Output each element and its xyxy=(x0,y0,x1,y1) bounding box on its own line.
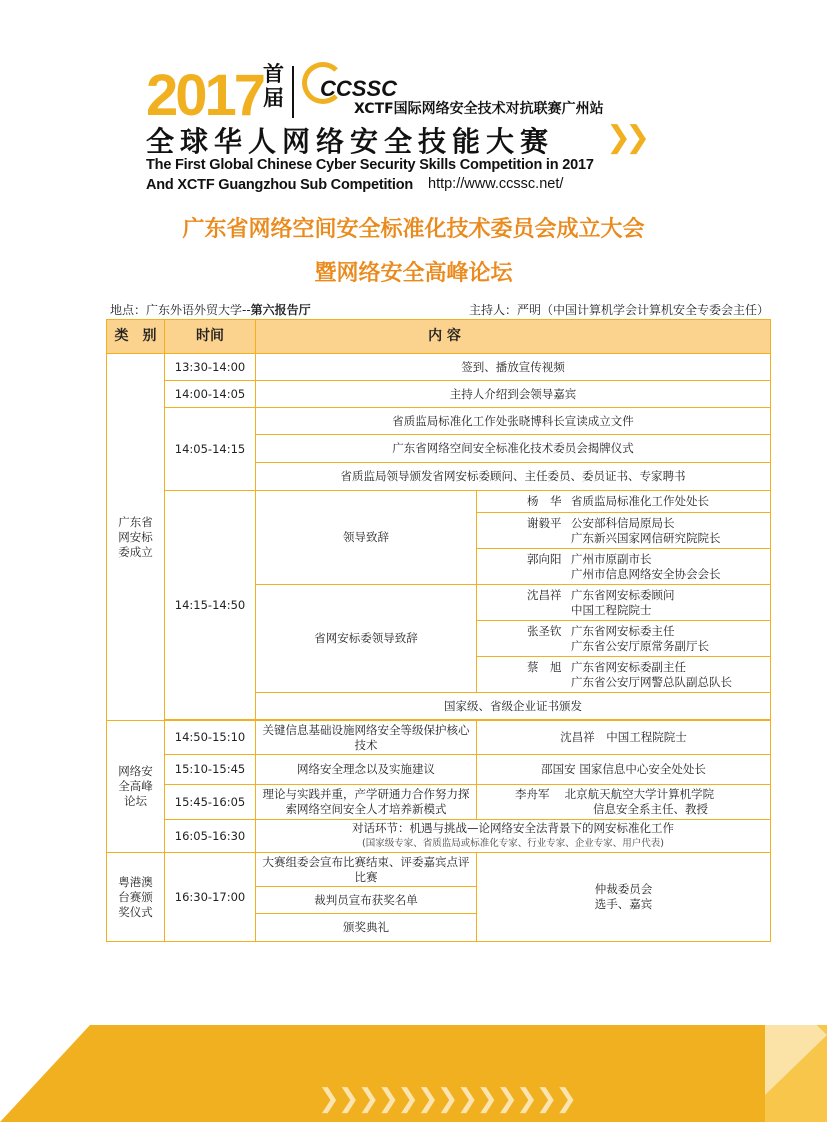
table-row xyxy=(107,820,771,853)
speaker-name: 谢毅平 xyxy=(527,515,562,530)
speaker-title-2: 中国工程院院士 xyxy=(571,602,652,617)
time-cell: 14:50-15:10 xyxy=(165,721,256,755)
table-row xyxy=(107,381,771,408)
content-cell: 领导致辞 xyxy=(256,491,477,585)
speaker-line2: 信息安全系主任、教授 xyxy=(593,802,708,816)
time-cell: 15:45-16:05 xyxy=(165,785,256,820)
category-cell: 网络安全高峰论坛 xyxy=(107,721,165,853)
speaker-cell: 仲裁委员会 选手、嘉宾 xyxy=(477,853,771,942)
logo-cn-title: 全球华人网络安全技能大赛 xyxy=(146,125,555,158)
content-cell: 广东省网络空间安全标准化技术委员会揭牌仪式 xyxy=(256,435,771,463)
speaker-title: 广东省网安标委顾问 xyxy=(571,587,675,602)
speaker-name: 郭向阳 xyxy=(527,551,562,566)
content-cell: 关键信息基础设施网络安全等级保护核心技术 xyxy=(256,721,477,755)
table-row xyxy=(107,853,771,887)
speaker-cell: 邵国安 国家信息中心安全处处长 xyxy=(477,755,771,785)
table-row xyxy=(107,354,771,381)
time-cell: 16:05-16:30 xyxy=(165,820,256,853)
logo-xctf: XCTF国际网络安全技术对抗联赛广州站 xyxy=(354,101,604,117)
logo-en-line1: The First Global Chinese Cyber Security Skills Competition in 2017 xyxy=(146,157,594,173)
speaker-name: 沈昌祥 xyxy=(527,587,562,602)
location-prefix: 地点：广东外语外贸大学-- xyxy=(110,303,251,317)
content-cell: 主持人介绍到会领导嘉宾 xyxy=(256,381,771,408)
schedule-table xyxy=(106,319,771,942)
category-cell: 广东省网安标委成立 xyxy=(107,354,165,721)
content-cell: 签到、播放宣传视频 xyxy=(256,354,771,381)
content-cell: 省质监局领导颁发省网安标委顾问、主任委员、委员证书、专家聘书 xyxy=(256,463,771,491)
content-cell: 网络安全理念以及实施建议 xyxy=(256,755,477,785)
content-cell: 裁判员宣布获奖名单 xyxy=(256,887,477,914)
speaker-title: 公安部科信局原局长 xyxy=(571,515,675,530)
speaker-title: 广东省网安标委副主任 xyxy=(571,659,686,674)
header-time: 时间 xyxy=(165,320,256,354)
logo-en-line2: And XCTF Guangzhou Sub Competition xyxy=(146,177,414,193)
speaker-cell xyxy=(477,621,771,657)
speaker-title-2: 广东新兴国家网信研究院院长 xyxy=(571,530,721,545)
time-cell: 14:00-14:05 xyxy=(165,381,256,408)
time-cell: 16:30-17:00 xyxy=(165,853,256,942)
header-content: 内 容 xyxy=(256,320,771,354)
speaker-name: 张圣钦 xyxy=(527,623,562,638)
speaker-title-2: 广州市信息网络安全协会会长 xyxy=(571,566,721,581)
table-row xyxy=(107,408,771,435)
dialogue-text: 对话环节：机遇与挑战—论网络安全法背景下的网安标准化工作 xyxy=(352,821,674,835)
category-cell: 粤港澳台赛颁奖仪式 xyxy=(107,853,165,942)
content-cell: 理论与实践并重，产学研通力合作努力探索网络空间安全人才培养新模式 xyxy=(256,785,477,820)
speaker-cell xyxy=(477,491,771,513)
table-header-row xyxy=(107,320,771,354)
speaker-title: 省质监局标准化工作处处长 xyxy=(571,494,709,508)
content-cell: 大赛组委会宣布比赛结束、评委嘉宾点评比赛 xyxy=(256,853,477,887)
speaker-cell xyxy=(477,549,771,585)
chevron-right-icon: ❯❯ xyxy=(606,120,645,155)
logo-year: 2017 xyxy=(146,63,264,128)
location xyxy=(110,301,311,318)
competition-logo xyxy=(146,60,666,200)
dialogue-note: (国家级专家、省质监局或标准化专家、行业专家、企业专家、用户代表) xyxy=(362,838,664,849)
content-cell xyxy=(256,820,771,853)
logo-first: 首届 xyxy=(263,62,284,110)
content-cell: 省网安标委领导致辞 xyxy=(256,585,477,693)
speaker-cell xyxy=(477,513,771,549)
time-cell: 14:05-14:15 xyxy=(165,408,256,491)
header-category: 类 别 xyxy=(107,320,165,354)
content-cell: 颁奖典礼 xyxy=(256,914,477,942)
time-cell: 14:15-14:50 xyxy=(165,491,256,720)
speaker-line1: 李舟军 北京航天航空大学计算机学院 xyxy=(515,787,715,801)
sub-title: 暨网络安全高峰论坛 xyxy=(314,261,513,286)
host: 主持人：严明（中国计算机学会计算机安全专委会主任） xyxy=(468,303,769,317)
speaker-cell xyxy=(477,657,771,693)
logo-divider xyxy=(292,66,294,118)
footer-chevrons-icon: ❯❯❯❯❯❯❯❯❯❯❯❯❯ xyxy=(318,1084,576,1114)
website-url: http://www.ccssc.net/ xyxy=(428,176,564,192)
table-row xyxy=(107,755,771,785)
content-cell: 国家级、省级企业证书颁发 xyxy=(256,693,771,720)
table-row xyxy=(107,491,771,513)
speaker-title: 广州市原副市长 xyxy=(571,551,652,566)
time-cell: 15:10-15:45 xyxy=(165,755,256,785)
speaker-cell xyxy=(477,785,771,820)
time-cell: 13:30-14:00 xyxy=(165,354,256,381)
speaker-title: 广东省网安标委主任 xyxy=(571,623,675,638)
table-row xyxy=(107,721,771,755)
speaker-cell: 沈昌祥 中国工程院院士 xyxy=(477,721,771,755)
logo-ccssc: CCSSC xyxy=(320,76,398,101)
main-title: 广东省网络空间安全标准化技术委员会成立大会 xyxy=(182,217,645,242)
speaker-name: 杨 华 xyxy=(527,494,562,508)
speaker-cell xyxy=(477,585,771,621)
speaker-name: 蔡 旭 xyxy=(527,659,562,674)
speaker-title-2: 广东省公安厅原常务副厅长 xyxy=(571,638,709,653)
content-cell: 省质监局标准化工作处张晓博科长宣读成立文件 xyxy=(256,408,771,435)
speaker-title-2: 广东省公安厅网警总队副总队长 xyxy=(571,674,732,689)
table-row xyxy=(107,785,771,820)
location-hall: 第六报告厅 xyxy=(250,303,311,317)
